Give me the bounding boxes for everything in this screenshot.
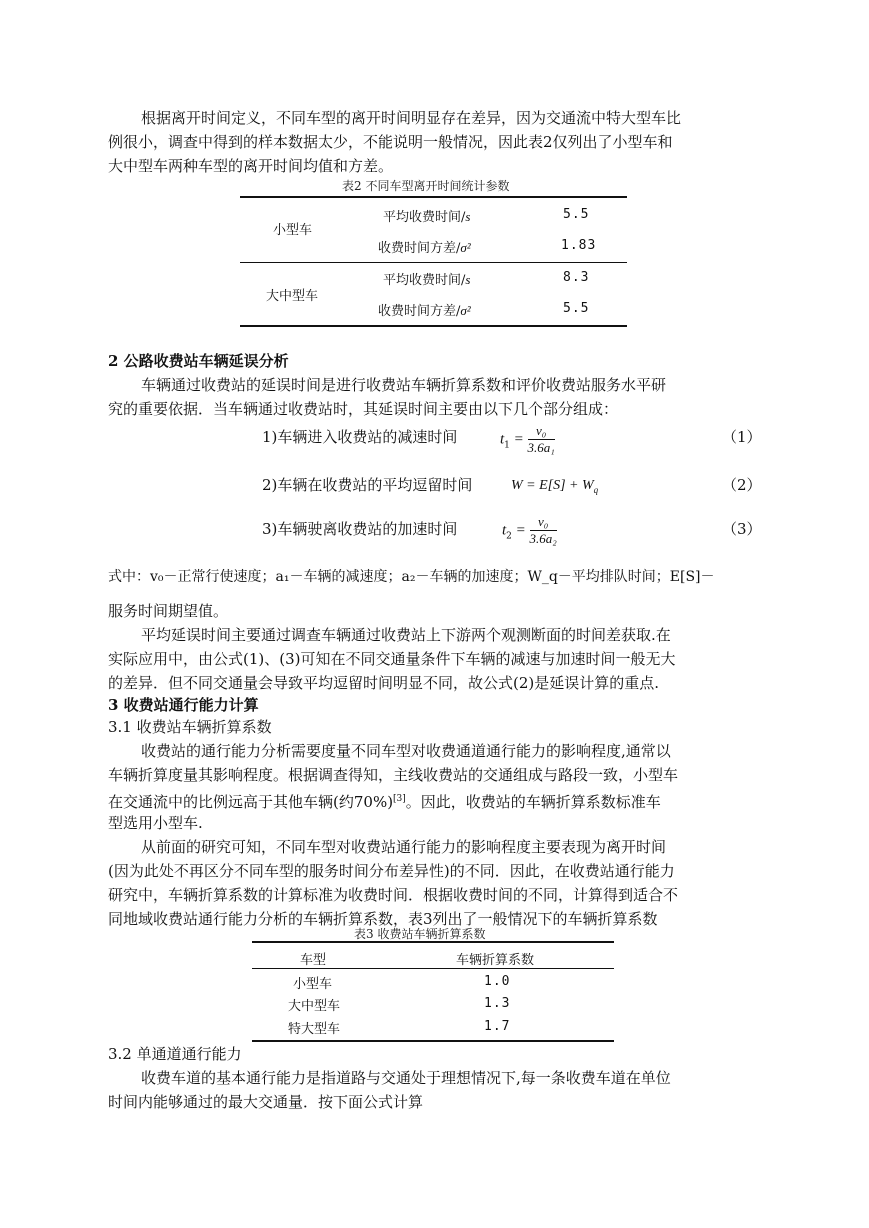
table3-cell: 1.3	[484, 996, 511, 1011]
table2-top-rule	[240, 196, 627, 198]
intro-line-2: 例很小，调查中得到的样本数据太少，不能说明一般情况，因此表2仅列出了小型车和	[108, 133, 673, 151]
table3-header: 车辆折算系数	[456, 953, 535, 968]
eq1-formula: $t_1$ = $\frac{\text{v₀}}{\text{3.6a₁}}$	[500, 423, 555, 455]
eq3-formula: $t_2$ = $\frac{\text{v₀}}{\text{3.6a₂}}$	[502, 514, 557, 546]
section3-para1-line: 收费站的通行能力分析需要度量不同车型对收费通道通行能力的影响程度,通常以	[141, 742, 671, 760]
table3-top-rule	[252, 941, 614, 943]
section3-para3-line: 收费车道的基本通行能力是指道路与交通处于理想情况下,每一条收费车道在单位	[141, 1069, 671, 1087]
section3-para2-line: 从前面的研究可知，不同车型对收费站通行能力的影响程度主要表现为离开时间	[141, 838, 667, 856]
table3-header: 车型	[300, 953, 327, 968]
table3-cell: 1.0	[484, 974, 511, 989]
section3-para1-line: 在交通流中的比例远高于其他车辆(约70%)[3]。因此，收费站的车辆折算系数标准车	[108, 793, 661, 811]
section2-para-line: 实际应用中，由公式(1)、(3)可知在不同交通量条件下车辆的减速与加速时间一般无大	[108, 650, 676, 668]
table2-bottom-rule	[240, 325, 627, 327]
table2-mid-rule	[240, 262, 627, 263]
eq1-label: 1)车辆进入收费站的减速时间	[262, 428, 458, 446]
section3-heading: 3 收费站通行能力计算	[108, 696, 259, 714]
table2-value: 1.83	[561, 238, 597, 253]
section2-para-line: 的差异．但不同交通量会导致平均逗留时间明显不同，故公式(2)是延误计算的重点.	[108, 674, 660, 692]
table3-bottom-rule	[252, 1040, 614, 1042]
intro-line-1: 根据离开时间定义，不同车型的离开时间明显存在差异，因为交通流中特大型车比	[141, 109, 682, 127]
table2-metric: 平均收费时间/s	[383, 209, 471, 225]
table3-header-rule	[252, 968, 614, 969]
table3-caption: 表3 收费站车辆折算系数	[354, 927, 486, 941]
eq3-label: 3)车辆驶离收费站的加速时间	[262, 520, 458, 538]
section3-sub1: 3.1 收费站车辆折算系数	[108, 718, 272, 736]
eq2-number: （2）	[722, 476, 762, 494]
section3-para3-line: 时间内能够通过的最大交通量．按下面公式计算	[108, 1093, 424, 1111]
table2-group-small: 小型车	[273, 223, 313, 238]
table2-value: 5.5	[563, 301, 590, 316]
section2-heading: 2 公路收费站车辆延误分析	[108, 352, 289, 370]
section3-sub2: 3.2 单通道通行能力	[108, 1045, 242, 1063]
table2-value: 8.3	[563, 270, 590, 285]
table3-cell: 大中型车	[288, 999, 341, 1014]
section3-para2-line: 同地域收费站通行能力分析的车辆折算系数，表3列出了一般情况下的车辆折算系数	[108, 910, 658, 928]
table2-group-large: 大中型车	[266, 289, 319, 304]
section2-line: 究的重要依据．当车辆通过收费站时，其延误时间主要由以下几个部分组成：	[108, 400, 619, 418]
intro-line-3: 大中型车两种车型的离开时间均值和方差。	[108, 157, 394, 175]
section3-para2-line: 研究中，车辆折算系数的计算标准为收费时间．根据收费时间的不同，计算得到适合不	[108, 886, 679, 904]
table3-cell: 1.7	[484, 1019, 511, 1034]
section3-para2-line: (因为此处不再区分不同车型的服务时间分布差异性)的不同．因此，在收费站通行能力	[108, 862, 675, 880]
table2-metric: 收费时间方差/σ²	[378, 303, 471, 319]
where-line-1: 式中：v₀－正常行使速度；a₁－车辆的减速度；a₂－车辆的加速度；W_q－平均排队时间；E[S]－	[108, 569, 715, 585]
section2-line: 车辆通过收费站的延误时间是进行收费站车辆折算系数和评价收费站服务水平研	[141, 376, 667, 394]
where-line-2: 服务时间期望值。	[108, 602, 229, 620]
citation: [3]	[393, 794, 406, 804]
section2-para-line: 平均延误时间主要通过调查车辆通过收费站上下游两个观测断面的时间差获取.在	[141, 626, 671, 644]
eq2-label: 2)车辆在收费站的平均逗留时间	[262, 476, 473, 494]
section3-para1-line: 车辆折算度量其影响程度。根据调查得知，主线收费站的交通组成与路段一致，小型车	[108, 766, 679, 784]
table3-cell: 特大型车	[288, 1022, 341, 1037]
eq2-formula: $W = E[S] + W_q$	[511, 478, 599, 495]
table2-metric: 平均收费时间/s	[383, 272, 471, 288]
section3-para1-line: 型选用小型车.	[108, 814, 203, 832]
eq3-number: （3）	[722, 520, 762, 538]
table2-value: 5.5	[563, 207, 590, 222]
eq1-number: （1）	[722, 428, 762, 446]
table2-metric: 收费时间方差/σ²	[378, 240, 471, 256]
table3-cell: 小型车	[293, 977, 333, 992]
table2-caption: 表2 不同车型离开时间统计参数	[342, 179, 510, 193]
